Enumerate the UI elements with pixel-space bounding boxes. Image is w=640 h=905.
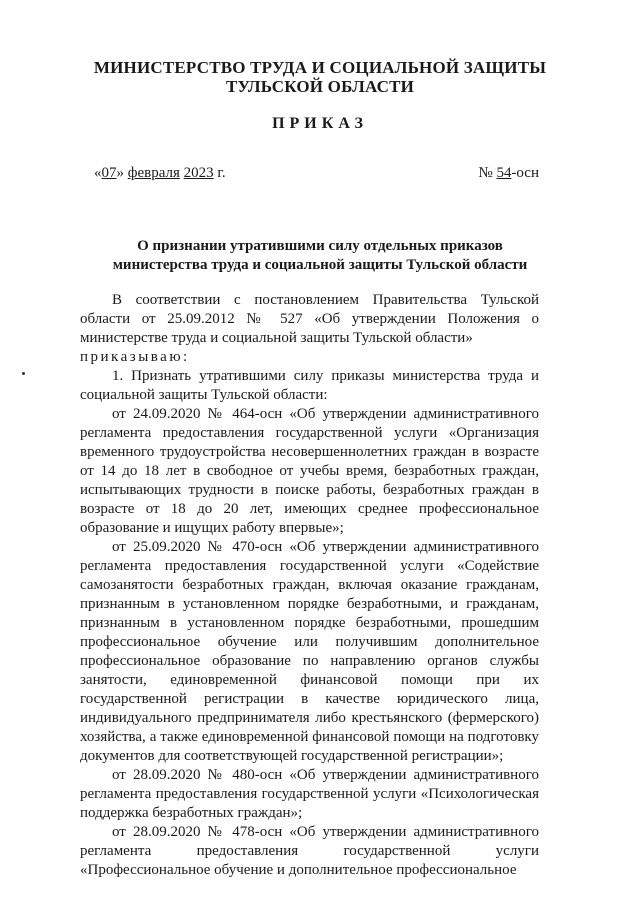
document-type-title: ПРИКАЗ	[272, 115, 368, 132]
document-body	[80, 291, 539, 880]
ministry-header	[0, 58, 640, 96]
date-open-quote: «	[94, 165, 102, 181]
date-year: 2023	[183, 165, 214, 181]
item1-intro: 1. Признать утратившими силу приказы министерства труда и социальной защиты Тульской области:	[80, 368, 539, 403]
ministry-name-line2: ТУЛЬСКОЙ ОБЛАСТИ	[225, 77, 415, 96]
repealed-order-item: от 28.09.2020 № 480-осн «Об утверждении административного регламента предоставления государственной услуги «Психологическая поддержка безработных граждан»;	[80, 767, 539, 821]
date-suffix: г.	[217, 165, 226, 181]
subject-line1: О признании утратившими силу отдельных приказов	[137, 238, 503, 254]
preamble-paragraph	[80, 291, 539, 367]
repealed-order-item: от 28.09.2020 № 478-осн «Об утверждении административного регламента предоставления государственной услуги «Профессиональное обучение и дополнительное профессиональное	[80, 824, 539, 878]
subject-line2: министерства труда и социальной защиты Тульской области	[112, 257, 528, 273]
date-close-quote: »	[116, 165, 124, 181]
repealed-order-item: от 24.09.2020 № 464-осн «Об утверждении административного регламента предоставления государственной услуги «Организация временного трудоустройства несовершеннолетних граждан в возрасте от 14 до 18 лет в свободное от учебы время, безработных граждан, испытывающих трудности в поиске работы, безработных граждан в возрасте от 18 до 20 лет, имеющих среднее профессиональное образование и ищущих работу впервые»;	[80, 406, 539, 536]
number-suffix: -осн	[511, 165, 539, 181]
number-prefix: №	[478, 165, 493, 181]
order-number	[478, 165, 539, 182]
date-day: 07	[101, 165, 117, 181]
orders-word: приказываю:	[80, 349, 190, 365]
order-subject	[60, 237, 580, 275]
repealed-order-item: от 25.09.2020 № 470-осн «Об утверждении административного регламента предоставления государственной услуги «Содействие самозанятости безработных граждан, включая оказание гражданам, признанным в установленном порядке безработными, и гражданам, признанным в установленном порядке безработными, прошедшим профессиональное обучение или получившим дополнительное профессиональное образование по направлению органов службы занятости, единовременной финансовой помощи при их государственной регистрации в качестве юридического лица, индивидуального предпринимателя либо крестьянского (фермерского) хозяйства, а также единовременной финансовой помощи на подготовку документов для соответствующей государственной регистрации»;	[80, 539, 539, 764]
date-month: февраля	[127, 165, 180, 181]
preamble-text: В соответствии с постановлением Правительства Тульской области от 25.09.2012 № 527 «Об утверждении Положения о министерстве труда и социальной защиты Тульской области»	[80, 292, 539, 346]
order-date	[94, 165, 226, 182]
ministry-name-line1: МИНИСТЕРСТВО ТРУДА И СОЦИАЛЬНОЙ ЗАЩИТЫ	[93, 58, 547, 77]
number-value: 54	[496, 165, 512, 181]
scan-speck	[22, 372, 25, 375]
